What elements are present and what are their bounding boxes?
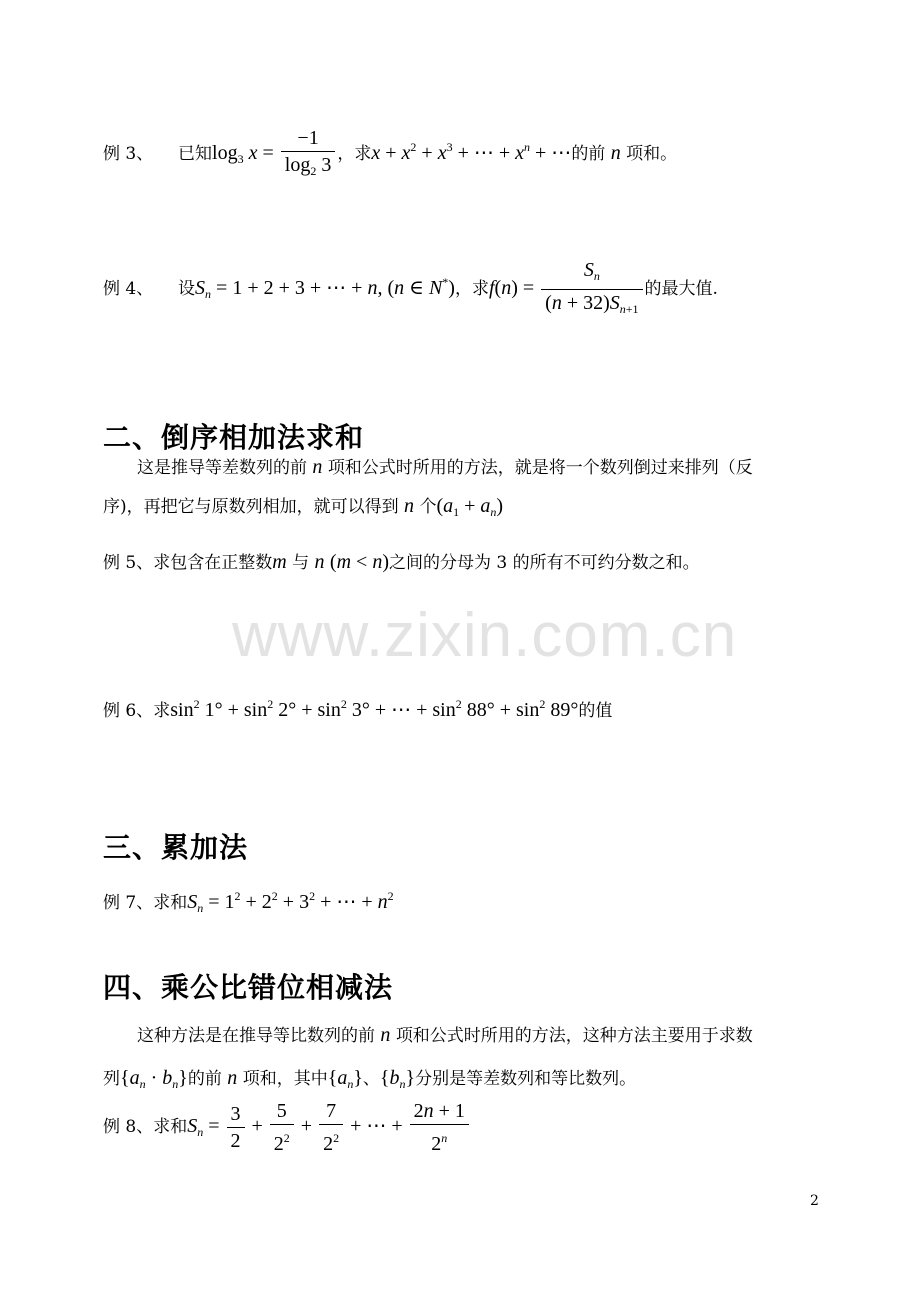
formula-a1-an: $(a_1 + a_n)$ [436,495,504,519]
page-number: 2 [810,1193,819,1209]
example-6: 例 6、求$\sin^2 1^\circ + \sin^2 2^\circ + \sin^2 3^\circ$ + ⋯ + $\sin^2 88^\circ + \sin^2 89^\circ$的值 [103,697,613,721]
example-4 [103,257,718,322]
formula-log: $\log_3 x$ = $\frac{-1}{\log_2 3}$ [212,142,337,164]
example-8: 例 8、求和$S_n$ = $\frac{3}{2}$ + $\frac{5}{2^2}$ + $\frac{7}{2^2}$ + ⋯ + $\frac{2n + 1}{2^n}$ [103,1098,471,1157]
formula-sin-sum: $\sin^2 1^\circ + \sin^2 2^\circ + \sin^2 3^\circ$ + ⋯ + $\sin^2 88^\circ + \sin^2 89^\circ$ [170,697,579,721]
formula-fn: f(n) = $\frac{S_n}{(n + 32)S_{n+1}}$ [489,277,645,299]
section-4-title: 四、乘公比错位相减法 [103,971,394,1004]
formula-square-sum: $S_n = 1^2 + 2^2 + 3^2$ + ⋯ + $n^2$ [187,889,394,915]
section-4-paragraph: 这种方法是在推导等比数列的前 n 项和公式时所用的方法，这种方法主要用于求数 列$\{a_n \cdot b_n\}$的前 n 项和，其中$\{a_n\}$、$\{b_n\}$分别是等差数列和等比数列。 [103,1024,753,1091]
example-5: 例 5、求包含在正整数m 与 n (m < n)之间的分母为 3 的所有不可约分数之和。 [103,551,700,573]
example-4-mid: ，求 [454,279,489,300]
formula-sn-fraction-series: $S_n$ = $\frac{3}{2}$ + $\frac{5}{2^2}$ + $\frac{7}{2^2}$ + ⋯ + $\frac{2n + 1}{2^n}$ [187,1115,471,1137]
section-3-title: 三、累加法 [103,831,249,864]
formula-sn: $S_n = 1 + 2 + 3$ + ⋯ + n, (n ∈ N*) [195,275,455,302]
formula-m-lt-n: (m < n) [329,551,389,573]
watermark: www.zixin.com.cn [232,601,738,670]
example-4-lead: 设 [178,279,196,300]
example-7: 例 7、求和$S_n = 1^2 + 2^2 + 3^2$ + ⋯ + $n^2$ [103,889,394,915]
example-4-tail: 的最大值. [644,279,718,300]
example-3-tail2: 项和。 [626,144,678,165]
formula-bn: $\{b_n\}$ [379,1067,416,1091]
example-3-lead: 已知 [178,144,213,165]
formula-an: $\{a_n\}$ [327,1067,363,1091]
section-2-paragraph: 这是推导等差数列的前 n 项和公式时所用的方法，就是将一个数列倒过来排列（反 序)，再把它与原数列相加，就可以得到 n 个$(a_1 + a_n)$ [103,456,753,519]
formula-an-bn: $\{a_n \cdot b_n\}$ [120,1067,188,1091]
formula-series: $x + x^2 + x^3$ + ⋯ + $x^n$ + ⋯ [371,140,572,165]
example-4-label: 例 4、 [103,279,154,300]
example-3-mid: ，求 [337,144,372,165]
example-3: 例 3、 已知$\log_3 x$ = $\frac{-1}{\log_2 3}$ ，求$x + x^2 + x^3$ + ⋯ + $x^n$ + ⋯的前 n 项和。 [103,127,678,178]
section-2-title: 二、倒序相加法求和 [103,421,365,454]
example-3-label: 例 3、 [103,144,154,165]
example-3-tail: 的前 [571,144,606,165]
